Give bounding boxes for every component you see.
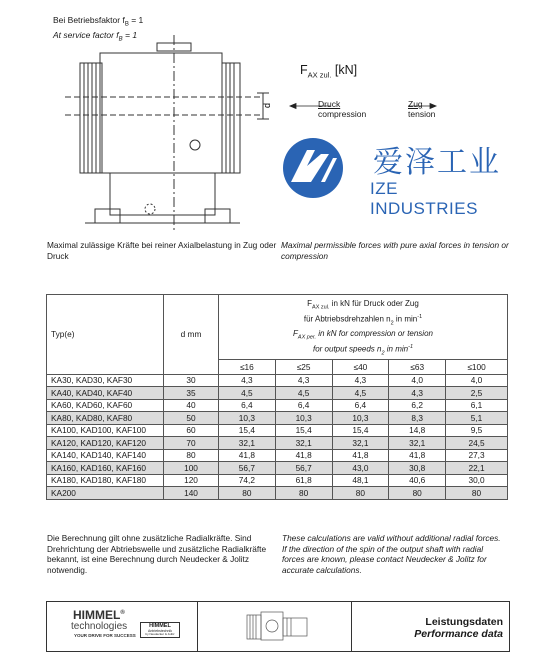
service-factor-note: Bei Betriebsfaktor $f_B = 1$ At service factor $f_B = 1$ <box>53 15 144 43</box>
table-row <box>47 474 508 487</box>
type-cell: KA140, KAD140, KAF140 <box>47 449 164 462</box>
caption-en: Maximal permissible forces with pure axial forces in tension or compression <box>281 240 509 261</box>
force-cell: 80 <box>219 487 276 500</box>
diameter-cell: 140 <box>164 487 219 500</box>
force-cell: 24,5 <box>446 437 508 450</box>
ize-en-text: IZE INDUSTRIES <box>370 179 478 218</box>
table-row <box>47 412 508 425</box>
type-cell: KA120, KAD120, KAF120 <box>47 437 164 450</box>
speed-header: ≤63 <box>389 359 446 374</box>
force-cell: 6,4 <box>332 399 389 412</box>
force-cell: 4,5 <box>332 387 389 400</box>
col-header-force: $F_{AX zul.}$ in kN für Druck oder Zug für Abtriebsdrehzahlen $n_2$ in $\min^{-1}$ $F_{AX per.}$ in kN for compression or tension for output speeds $n_2$ in $\min^{-1}$ <box>219 295 508 360</box>
force-cell: 4,3 <box>219 374 276 387</box>
col-header-d: d mm <box>164 295 219 375</box>
force-cell: 32,1 <box>389 437 446 450</box>
zug-label: Zug tension <box>408 99 436 119</box>
diameter-cell: 50 <box>164 412 219 425</box>
force-cell: 40,6 <box>389 474 446 487</box>
type-cell: KA40, KAD40, KAF40 <box>47 387 164 400</box>
type-cell: KA30, KAD30, KAF30 <box>47 374 164 387</box>
type-cell: KA180, KAD180, KAF180 <box>47 474 164 487</box>
force-cell: 32,1 <box>219 437 276 450</box>
force-cell: 6,1 <box>446 399 508 412</box>
force-cell: 32,1 <box>332 437 389 450</box>
note-en: These calculations are valid without additional radial forces. If the direction of the spin of the output shaft with radial forces are known, please contact Neudecker & Jolitz for accurate calculations. <box>282 533 501 575</box>
caption-de: Maximal zulässige Kräfte bei reiner Axialbelastung in Zug oder Druck <box>47 240 277 261</box>
type-cell: KA200 <box>47 487 164 500</box>
force-cell: 4,5 <box>275 387 332 400</box>
force-cell: 30,0 <box>446 474 508 487</box>
table-row <box>47 399 508 412</box>
force-cell: 80 <box>389 487 446 500</box>
force-cell: 41,8 <box>332 449 389 462</box>
ize-logo-mark-icon <box>277 136 349 200</box>
table-row <box>47 374 508 387</box>
force-cell: 10,3 <box>275 412 332 425</box>
force-cell: 10,3 <box>332 412 389 425</box>
table-row <box>47 449 508 462</box>
force-cell: 43,0 <box>332 462 389 475</box>
table-row <box>47 424 508 437</box>
ize-cn-text: 爱泽工业 <box>373 145 501 180</box>
force-cell: 4,3 <box>332 374 389 387</box>
speed-header: ≤100 <box>446 359 508 374</box>
force-cell: 9,5 <box>446 424 508 437</box>
force-cell: 15,4 <box>219 424 276 437</box>
force-cell: 5,1 <box>446 412 508 425</box>
force-cell: 56,7 <box>275 462 332 475</box>
force-cell: 56,7 <box>219 462 276 475</box>
force-cell: 41,8 <box>389 449 446 462</box>
force-cell: 74,2 <box>219 474 276 487</box>
table-row <box>47 487 508 500</box>
speed-header: ≤40 <box>332 359 389 374</box>
force-cell: 80 <box>332 487 389 500</box>
axial-force-table <box>46 294 508 500</box>
footer <box>46 601 510 652</box>
force-cell: 6,4 <box>219 399 276 412</box>
fax-label: $F_{AX zul.}$ [kN] <box>300 63 358 80</box>
speed-header: ≤16 <box>219 359 276 374</box>
diameter-cell: 60 <box>164 424 219 437</box>
diameter-cell: 80 <box>164 449 219 462</box>
force-cell: 4,3 <box>389 387 446 400</box>
diameter-cell: 70 <box>164 437 219 450</box>
dim-d-label: d <box>262 102 272 108</box>
force-cell: 4,3 <box>275 374 332 387</box>
gearmotor-icon <box>243 610 313 644</box>
diameter-cell: 40 <box>164 399 219 412</box>
note-de: Die Berechnung gilt ohne zusätzliche Radialkräfte. Sind Drehrichtung der Abtriebswelle und zusätzliche Radialkräfte bekannt, ist eine Berechnung durch Neudecker & Jolitz notwendig. <box>47 533 267 575</box>
footer-title: Leistungsdaten Performance data <box>414 616 503 640</box>
himmel-badge: HIMMEL Antriebstechnik by Neudecker & Jolitz <box>140 622 180 638</box>
force-cell: 8,3 <box>389 412 446 425</box>
speed-header: ≤25 <box>275 359 332 374</box>
force-cell: 27,3 <box>446 449 508 462</box>
col-header-typ: Typ(e) <box>47 295 164 375</box>
type-cell: KA60, KAD60, KAF60 <box>47 399 164 412</box>
druck-label: Druck compression <box>318 99 367 119</box>
type-cell: KA100, KAD100, KAF100 <box>47 424 164 437</box>
table-row <box>47 437 508 450</box>
diameter-cell: 30 <box>164 374 219 387</box>
force-cell: 6,4 <box>275 399 332 412</box>
diameter-cell: 35 <box>164 387 219 400</box>
himmel-logo: HIMMEL® technologies YOUR DRIVE FOR SUCCESS HIMMEL Antriebstechnik by Neudecker & Jolitz <box>47 602 198 651</box>
diameter-cell: 100 <box>164 462 219 475</box>
force-cell: 15,4 <box>332 424 389 437</box>
force-cell: 61,8 <box>275 474 332 487</box>
force-cell: 22,1 <box>446 462 508 475</box>
force-cell: 10,3 <box>219 412 276 425</box>
force-cell: 80 <box>275 487 332 500</box>
table-row <box>47 462 508 475</box>
gearbox-drawing <box>45 35 275 235</box>
force-cell: 15,4 <box>275 424 332 437</box>
gear-drawing-cell <box>198 602 352 651</box>
force-cell: 80 <box>446 487 508 500</box>
force-cell: 4,0 <box>446 374 508 387</box>
type-cell: KA160, KAD160, KAF160 <box>47 462 164 475</box>
force-cell: 4,0 <box>389 374 446 387</box>
force-cell: 32,1 <box>275 437 332 450</box>
force-cell: 4,5 <box>219 387 276 400</box>
force-cell: 2,5 <box>446 387 508 400</box>
force-cell: 14,8 <box>389 424 446 437</box>
table-row <box>47 387 508 400</box>
force-cell: 6,2 <box>389 399 446 412</box>
force-cell: 41,8 <box>219 449 276 462</box>
ize-logo <box>277 133 507 218</box>
diameter-cell: 120 <box>164 474 219 487</box>
force-cell: 30,8 <box>389 462 446 475</box>
force-cell: 48,1 <box>332 474 389 487</box>
type-cell: KA80, KAD80, KAF80 <box>47 412 164 425</box>
force-cell: 41,8 <box>275 449 332 462</box>
